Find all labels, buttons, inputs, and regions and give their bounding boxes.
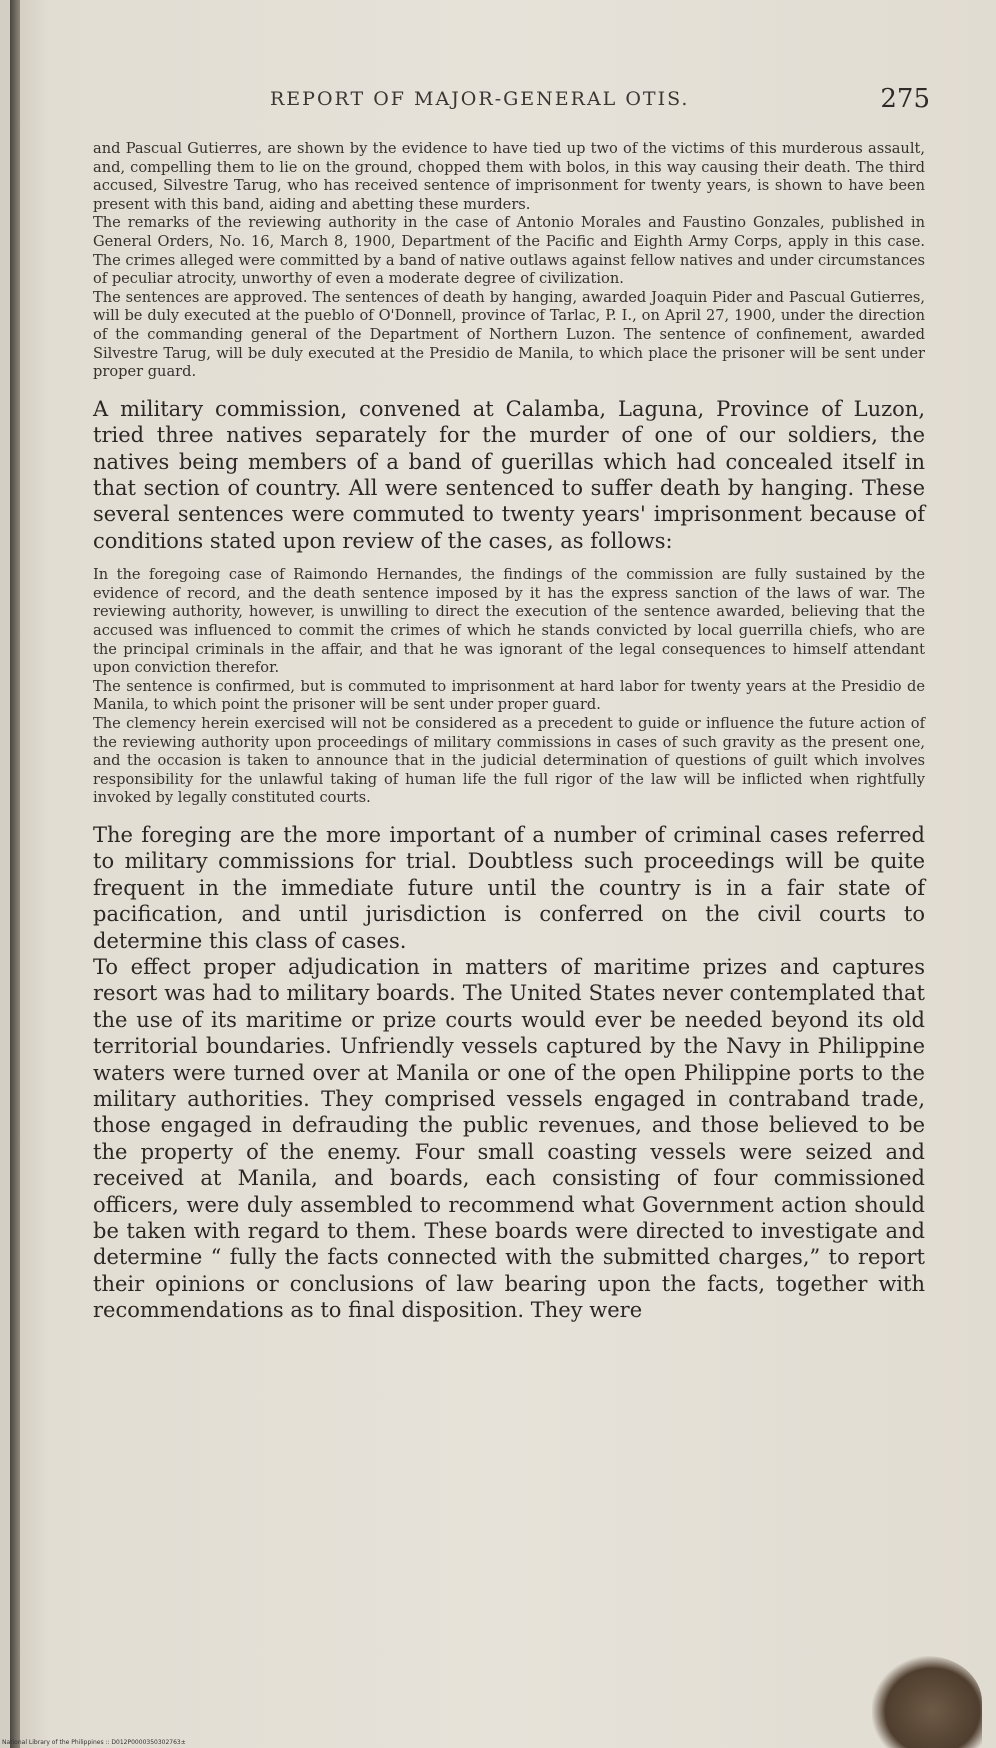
paragraph: and Pascual Gutierres, are shown by the evidence to have tied up two of the victims of this murderous assault, and, compelling them to lie on the ground, chopped them with bolos, in this way causing their death. The third accused, Silvestre Tarug, who has received sentence of imprisonment for twenty years, is shown to have been present with this band, aiding and abetting these murders. — [93, 140, 925, 213]
scan-credit: National Library of the Philippines :: D012P0000350302763± — [2, 1739, 186, 1746]
page-spine-shadow — [10, 0, 20, 1748]
quoted-block-2 — [93, 566, 925, 808]
paragraph: A military commission, convened at Calamba, Laguna, Province of Luzon, tried three natives separately for the murder of one of our soldiers, the natives being members of a band of guerillas which had concealed itself in that section of country. All were sentenced to suffer death by hanging. These several sentences were commuted to twenty years' imprisonment because of conditions stated upon review of the cases, as follows: — [93, 396, 925, 553]
paragraph: The sentence is confirmed, but is commuted to imprisonment at hard labor for twenty years at the Presidio de Manila, to which point the prisoner will be sent under proper guard. — [93, 677, 925, 714]
paragraph: To effect proper adjudication in matters of maritime prizes and captures resort was had to military boards. The United States never contemplated that the use of its maritime or prize courts would ever be needed beyond its old territorial boundaries. Unfriendly vessels captured by the Navy in Philippine waters were turned over at Manila or one of the open Philippine ports to the military authorities. They comprised vessels engaged in contraband trade, those engaged in defrauding the public revenues, and those believed to be the property of the enemy. Four small coasting vessels were seized and received at Manila, and boards, each consisting of four commissioned officers, were duly assembled to recommend what Government action should be taken with regard to them. These boards were directed to investigate and determine “ fully the facts connected with the submitted charges,” to report their opinions or conclusions of law bearing upon the facts, together with recommendations as to final disposition. They were — [93, 954, 925, 1323]
paragraph: In the foregoing case of Raimondo Hernandes, the findings of the commission are fully sustained by the evidence of record, and the death sentence imposed by it has the express sanction of the laws of war. The reviewing authority, however, is unwilling to direct the execution of the sentence awarded, believing that the accused was influenced to commit the crimes of which he stands convicted by local guerrilla chiefs, who are the principal criminals in the affair, and that he was ignorant of the legal consequences to himself attendant upon conviction therefor. — [93, 566, 925, 677]
paragraph: The foreging are the more important of a number of criminal cases referred to military commissions for trial. Doubtless such proceedings will be quite frequent in the immediate future until the country is in a fair state of pacification, and until jurisdiction is conferred on the civil courts to determine this class of cases. — [93, 822, 925, 953]
page-header — [270, 84, 930, 124]
paragraph: The sentences are approved. The sentences of death by hanging, awarded Joaquin Pider and Pascual Gutierres, will be duly executed at the pueblo of O'Donnell, province of Tarlac, P. I., on April 27, 1900, under the direction of the commanding general of the Department of Northern Luzon. The sentence of confinement, awarded Silvestre Tarug, will be duly executed at the Presidio de Manila, to which place the prisoner will be sent under proper guard. — [93, 288, 925, 381]
paragraph: The clemency herein exercised will not be considered as a precedent to guide or influence the future action of the reviewing authority upon proceedings of military commissions in cases of such gravity as the present one, and the occasion is taken to announce that in the judicial determination of questions of guilt which involves responsibility for the unlawful taking of human life the full rigor of the law will be inflicted when rightfully invoked by legally constituted courts. — [93, 714, 925, 807]
running-head: REPORT OF MAJOR-GENERAL OTIS. — [270, 88, 690, 110]
quoted-block-1 — [93, 140, 925, 382]
main-text-block-2 — [93, 822, 925, 1324]
book-page — [10, 0, 996, 1748]
page-number: 275 — [880, 84, 930, 114]
scanner-thumb-shadow — [872, 1656, 982, 1748]
main-text-block-1 — [93, 396, 925, 554]
page-body — [93, 140, 925, 1336]
paragraph: The remarks of the reviewing authority in the case of Antonio Morales and Faustino Gonzales, published in General Orders, No. 16, March 8, 1900, Department of the Pacific and Eighth Army Corps, apply in this case. The crimes alleged were committed by a band of native outlaws against fellow natives and under circumstances of peculiar atrocity, unworthy of even a moderate degree of civilization. — [93, 214, 925, 288]
